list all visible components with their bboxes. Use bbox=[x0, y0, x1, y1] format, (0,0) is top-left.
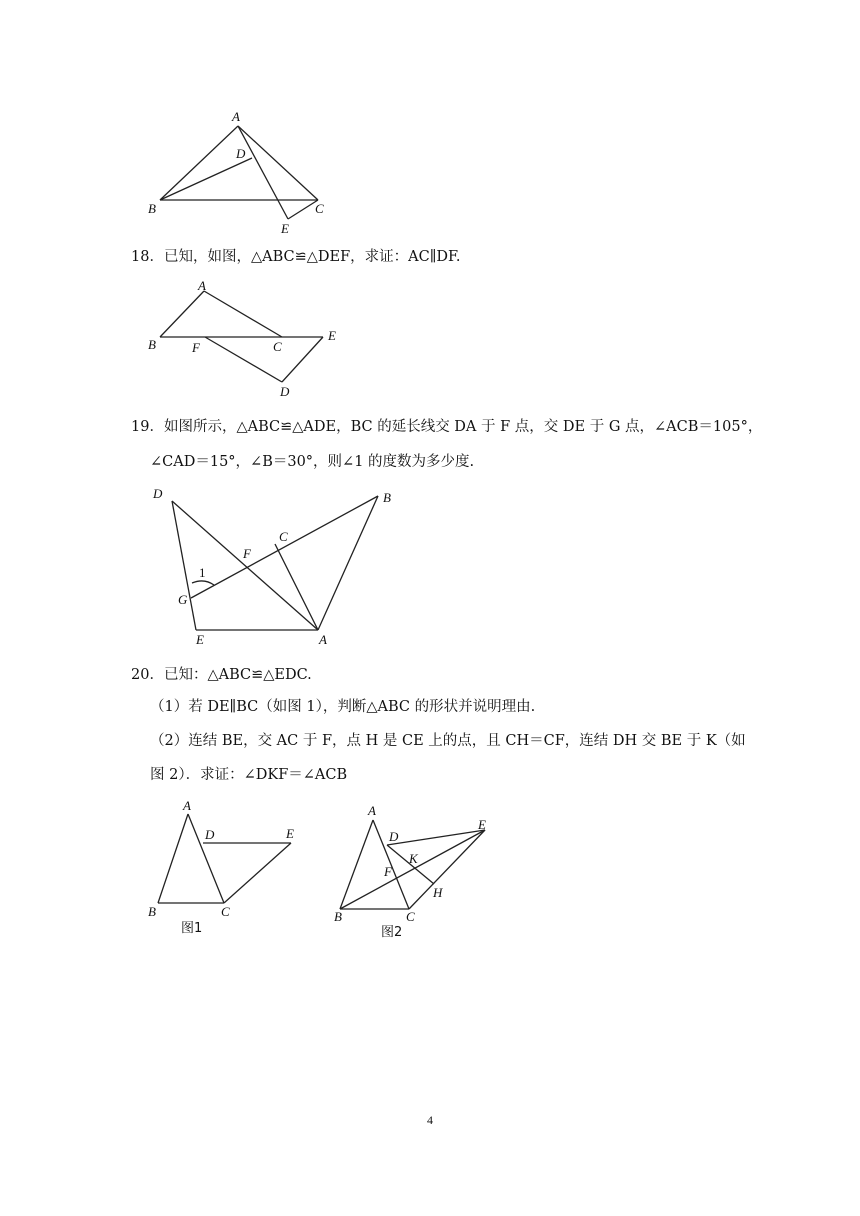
q17-triangle bbox=[160, 126, 318, 219]
q19-question-line1: 19．如图所示，△ABC≌△ADE，BC 的延长线交 DA 于 F 点，交 DE 于 G 点，∠ACB＝105°， bbox=[131, 419, 763, 435]
q20-figure-1 bbox=[158, 814, 291, 903]
q18-label-b: B bbox=[148, 337, 156, 352]
q17-label-b: B bbox=[148, 201, 156, 216]
q17-label-e: E bbox=[281, 221, 289, 236]
q18-label-c: C bbox=[273, 339, 282, 354]
q20-intro: 20．已知：△ABC≌△EDC. bbox=[131, 667, 312, 683]
q19-figure bbox=[172, 496, 378, 630]
q19-label-b: B bbox=[383, 490, 391, 505]
q17-label-a: A bbox=[232, 109, 240, 124]
page-number: 4 bbox=[427, 1113, 433, 1127]
q20-fig2-caption: 图2 bbox=[381, 925, 403, 940]
q20-fig2-label-k: K bbox=[409, 851, 418, 866]
q20-part1: （1）若 DE∥BC（如图 1），判断△ABC 的形状并说明理由. bbox=[150, 699, 536, 715]
q18-figure bbox=[160, 291, 323, 382]
q20-fig2-label-c: C bbox=[406, 909, 415, 924]
q19-label-e: E bbox=[196, 632, 204, 647]
q19-label-d: D bbox=[153, 486, 163, 501]
q19-question-line2: ∠CAD＝15°，∠B＝30°，则∠1 的度数为多少度. bbox=[150, 454, 475, 470]
q20-part2-line1: （2）连结 BE，交 AC 于 F，点 H 是 CE 上的点，且 CH＝CF，连结 DH 交 BE 于 K（如 bbox=[150, 733, 746, 749]
q20-fig2-label-e: E bbox=[478, 817, 486, 832]
q17-label-d: D bbox=[236, 146, 246, 161]
q18-label-f: F bbox=[192, 340, 200, 355]
q20-fig2-label-f: F bbox=[384, 864, 392, 879]
q19-label-f: F bbox=[243, 546, 251, 561]
q20-fig2-label-b: B bbox=[334, 909, 342, 924]
q18-label-d: D bbox=[280, 384, 290, 399]
q20-figure-2 bbox=[340, 820, 485, 909]
q20-fig2-label-h: H bbox=[433, 885, 443, 900]
q20-fig1-label-b: B bbox=[148, 904, 156, 919]
q20-fig1-caption: 图1 bbox=[181, 921, 203, 936]
q20-fig1-label-e: E bbox=[286, 826, 294, 841]
q18-label-a: A bbox=[198, 278, 206, 293]
q19-label-c: C bbox=[279, 529, 288, 544]
q20-part2-line2: 图 2）．求证：∠DKF＝∠ACB bbox=[150, 767, 348, 783]
q19-label-g: G bbox=[178, 592, 188, 607]
q17-label-c: C bbox=[315, 201, 324, 216]
q18-question: 18．已知，如图，△ABC≌△DEF，求证：AC∥DF. bbox=[131, 249, 461, 265]
q20-fig1-label-a: A bbox=[183, 798, 191, 813]
q20-fig1-label-d: D bbox=[205, 827, 215, 842]
q20-fig1-label-c: C bbox=[221, 904, 230, 919]
q18-label-e: E bbox=[328, 328, 336, 343]
q20-fig2-label-d: D bbox=[389, 829, 399, 844]
q19-label-1: 1 bbox=[199, 565, 206, 580]
q19-label-a: A bbox=[319, 632, 327, 647]
q20-fig2-label-a: A bbox=[368, 803, 376, 818]
